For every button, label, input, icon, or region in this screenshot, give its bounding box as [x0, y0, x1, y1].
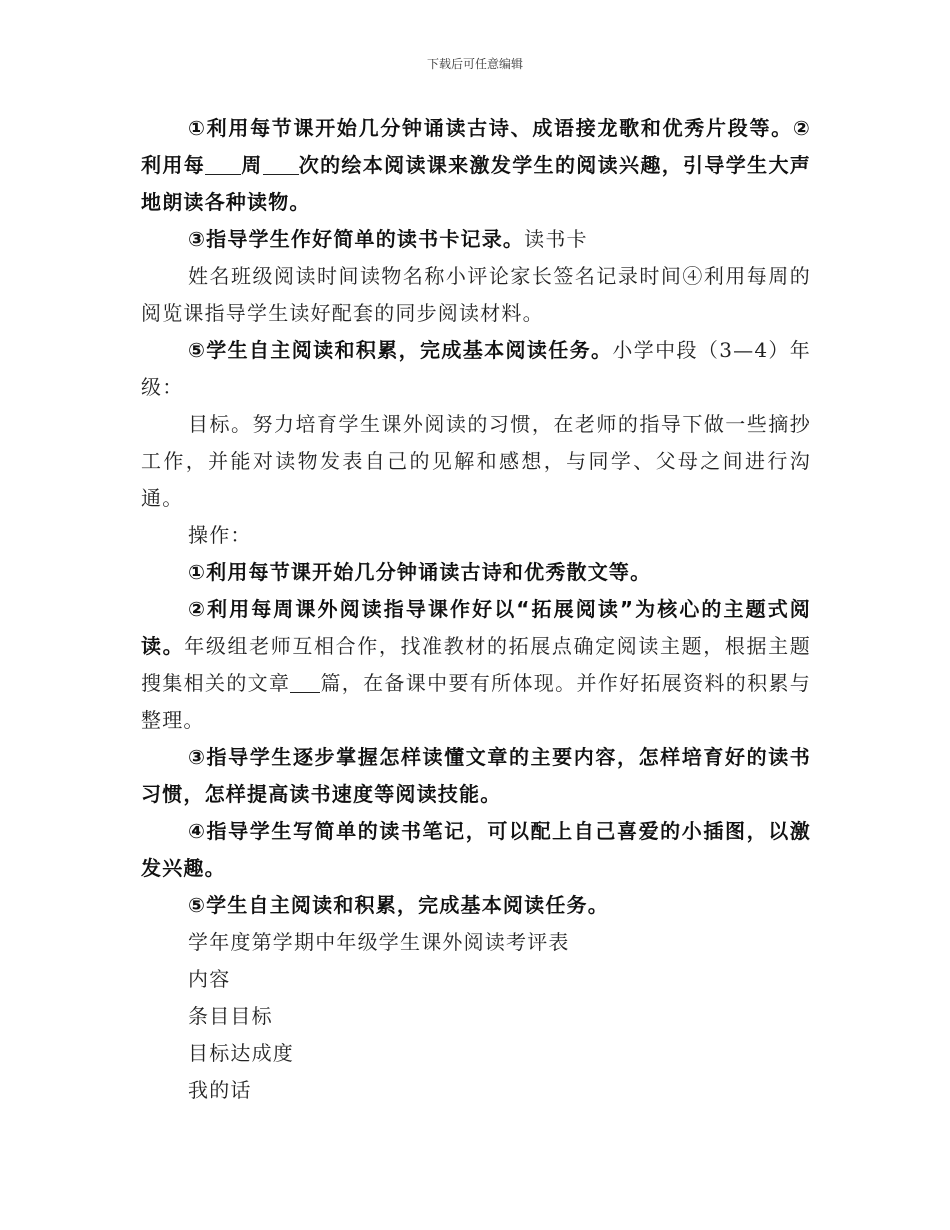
text-bold: ③指导学生作好简单的读书卡记录。: [188, 227, 525, 251]
paragraph-op-5: ⑤学生自主阅读和积累，完成基本阅读任务。: [188, 893, 609, 917]
text-segment: 次的绘本阅读课来激发学生的阅读兴趣，引导学生大声地朗读各种读物。: [141, 153, 811, 214]
table-line: 内容: [188, 967, 231, 991]
text-segment: 周: [241, 153, 263, 177]
fill-blank: [290, 672, 320, 693]
paragraph-operations-label: 操作：: [188, 523, 252, 547]
document-body: [141, 110, 811, 1109]
page-header: 下载后可任意编辑: [426, 57, 523, 71]
paragraph-card-fields: 姓名班级阅读时间读物名称小评论家长签名记录时间④利用每周的阅览课指导学生读好配套的同步阅读材料。: [141, 264, 811, 325]
text-normal: 小学中段（3—4）年级：: [141, 338, 812, 399]
paragraph-op-3: ③指导学生逐步掌握怎样读懂文章的主要内容，怎样培育好的读书习惯，怎样提高读书速度等阅读技能。: [141, 745, 811, 806]
table-line: 条目目标: [188, 1004, 273, 1028]
paragraph-lower-grade-ops: [141, 110, 811, 221]
table-title: 学年度第学期中年级学生课外阅读考评表: [188, 930, 570, 954]
paragraph-self-reading: [141, 332, 811, 406]
paragraph-reading-card: [141, 221, 811, 258]
fill-blank: [263, 154, 299, 175]
text-normal: 篇，在备课中要有所体现。并作好拓展资料的积累与整理。: [141, 671, 811, 732]
text-segment: ①利用每节课开始几分钟诵读古诗、成语接龙歌和优秀片段等。②利用每: [141, 116, 811, 177]
paragraph-op-4: ④指导学生写简单的读书笔记，可以配上自己喜爱的小插图，以激发兴趣。: [141, 819, 811, 880]
text-bold: ⑤学生自主阅读和积累，完成基本阅读任务。: [188, 338, 613, 362]
paragraph-goal: 目标。努力培育学生课外阅读的习惯，在老师的指导下做一些摘抄工作，并能对读物发表自己的见解和感想，与同学、父母之间进行沟通。: [141, 412, 811, 510]
text-bold: ②利用每周课外阅读指导课作好以“拓展阅读”为核心的主题式阅读。: [141, 597, 811, 658]
text-normal: 年级组老师互相合作，找准教材的拓展点确定阅读主题，根据主题搜集相关的文章: [141, 634, 811, 695]
paragraph-op-2: [141, 591, 811, 739]
paragraph-op-1: ①利用每节课开始几分钟诵读古诗和优秀散文等。: [188, 560, 652, 584]
table-line: 我的话: [188, 1078, 252, 1102]
table-line: 目标达成度: [188, 1041, 294, 1065]
text-normal: 读书卡: [524, 227, 588, 251]
fill-blank: [205, 154, 241, 175]
